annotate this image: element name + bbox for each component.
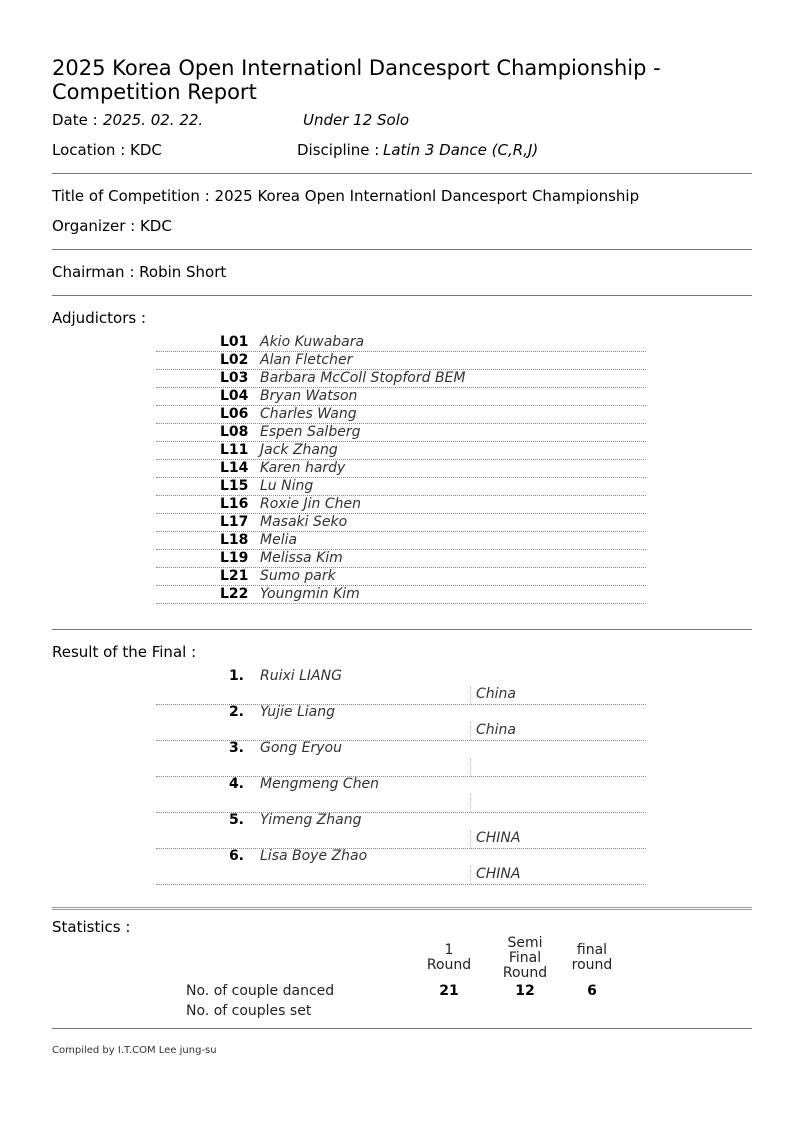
discipline-value: Latin 3 Dance (C,R,J) <box>383 141 539 159</box>
adjudicator-row <box>156 387 646 406</box>
divider <box>52 173 752 174</box>
stat-value: 21 <box>439 983 459 999</box>
result-row <box>156 812 646 849</box>
result-rank: 5. <box>228 812 244 828</box>
stat-col-line: round <box>571 957 613 973</box>
adjudicator-code: L03 <box>220 370 249 386</box>
result-row <box>156 740 646 777</box>
adjudicator-name: Masaki Seko <box>260 514 348 530</box>
organizer: Organizer : KDC <box>52 217 172 235</box>
location: Location : KDC <box>52 141 162 159</box>
stat-col-final <box>562 943 622 973</box>
adjudicator-code: L11 <box>220 442 249 458</box>
result-rank: 1. <box>228 668 244 684</box>
stat-col-line: Round <box>426 957 472 973</box>
result-row <box>156 848 646 885</box>
cell-divider <box>470 686 471 704</box>
adjudicator-row <box>156 495 646 514</box>
result-name: Ruixi LIANG <box>260 668 342 684</box>
cell-divider <box>470 758 471 776</box>
adjudicator-name: Jack Zhang <box>260 442 338 458</box>
discipline-label: Discipline : <box>297 141 380 159</box>
results-heading: Result of the Final : <box>52 643 197 661</box>
date-label: Date : <box>52 111 98 129</box>
adjudicator-code: L06 <box>220 406 249 422</box>
statistics-heading: Statistics : <box>52 918 131 936</box>
adjudicator-row <box>156 585 646 604</box>
adjudicator-name: Melia <box>260 532 298 548</box>
stat-row-label: No. of couple danced <box>186 983 335 999</box>
divider <box>52 907 752 910</box>
result-rank: 6. <box>228 848 244 864</box>
adjudicator-code: L04 <box>220 388 249 404</box>
cell-divider <box>470 794 471 812</box>
competition-title: Title of Competition : 2025 Korea Open Internationl Dancesport Championship <box>52 187 640 205</box>
adjudicator-code: L14 <box>220 460 249 476</box>
result-rank: 2. <box>228 704 244 720</box>
stat-value: 12 <box>515 983 535 999</box>
adjudicator-row <box>156 549 646 568</box>
stat-col-round1 <box>419 943 479 973</box>
result-row <box>156 776 646 813</box>
result-country: CHINA <box>476 866 521 882</box>
adjudicator-row <box>156 423 646 442</box>
divider <box>52 249 752 250</box>
adjudicator-code: L21 <box>220 568 249 584</box>
result-name: Lisa Boye Zhao <box>260 848 368 864</box>
adjudicator-row <box>156 477 646 496</box>
stat-value: 6 <box>587 983 597 999</box>
adjudicator-name: Roxie Jin Chen <box>260 496 362 512</box>
stat-col-line: Semi <box>507 935 543 951</box>
adjudicator-code: L15 <box>220 478 249 494</box>
divider <box>52 1028 752 1029</box>
adjudicator-code: L22 <box>220 586 249 602</box>
adjudicator-row <box>156 513 646 532</box>
adjudicator-code: L17 <box>220 514 249 530</box>
adjudicator-row <box>156 405 646 424</box>
adjudicator-row <box>156 441 646 460</box>
result-rank: 4. <box>228 776 244 792</box>
adjudicator-name: Barbara McColl Stopford BEM <box>260 370 466 386</box>
divider <box>52 629 752 630</box>
stat-col-line: Final <box>508 950 542 966</box>
stat-col-line: 1 <box>444 942 454 958</box>
adjudicator-row <box>156 459 646 478</box>
adjudicator-name: Karen hardy <box>260 460 346 476</box>
date-value: 2025. 02. 22. <box>103 111 204 129</box>
adjudicator-name: Bryan Watson <box>260 388 358 404</box>
result-country: CHINA <box>476 830 521 846</box>
adjudicator-code: L01 <box>220 334 249 350</box>
adjudicator-code: L16 <box>220 496 249 512</box>
adjudicator-name: Charles Wang <box>260 406 357 422</box>
adjudicator-row <box>156 531 646 550</box>
result-country: China <box>476 722 516 738</box>
cell-divider <box>470 866 471 884</box>
cell-divider <box>470 830 471 848</box>
stat-col-line: Round <box>502 965 548 981</box>
adjudicator-name: Youngmin Kim <box>260 586 360 602</box>
adjudicator-code: L19 <box>220 550 249 566</box>
adjudicator-row <box>156 351 646 370</box>
result-name: Gong Eryou <box>260 740 342 756</box>
stat-row-label: No. of couples set <box>186 1003 312 1019</box>
adjudicator-code: L18 <box>220 532 249 548</box>
adjudicator-name: Sumo park <box>260 568 336 584</box>
adjudicators-heading: Adjudictors : <box>52 309 146 327</box>
adjudicator-code: L08 <box>220 424 249 440</box>
stat-col-semi-final <box>495 936 555 981</box>
footer-credit: Compiled by I.T.COM Lee jung-su <box>52 1045 217 1056</box>
adjudicator-name: Akio Kuwabara <box>260 334 365 350</box>
adjudicator-name: Lu Ning <box>260 478 314 494</box>
adjudicator-row <box>156 369 646 388</box>
result-name: Mengmeng Chen <box>260 776 380 792</box>
divider <box>52 295 752 296</box>
chairman: Chairman : Robin Short <box>52 263 227 281</box>
result-row <box>156 668 646 705</box>
result-country: China <box>476 686 516 702</box>
stat-col-line: final <box>576 942 608 958</box>
result-rank: 3. <box>228 740 244 756</box>
adjudicator-name: Alan Fletcher <box>260 352 353 368</box>
adjudicator-name: Espen Salberg <box>260 424 361 440</box>
category: Under 12 Solo <box>303 111 410 129</box>
adjudicator-code: L02 <box>220 352 249 368</box>
report-title: 2025 Korea Open Internationl Dancesport Championship - Competition Report <box>52 56 661 104</box>
adjudicator-name: Melissa Kim <box>260 550 343 566</box>
adjudicator-row <box>156 333 646 352</box>
result-name: Yimeng Zhang <box>260 812 362 828</box>
result-name: Yujie Liang <box>260 704 336 720</box>
result-row <box>156 704 646 741</box>
cell-divider <box>470 722 471 740</box>
adjudicator-row <box>156 567 646 586</box>
